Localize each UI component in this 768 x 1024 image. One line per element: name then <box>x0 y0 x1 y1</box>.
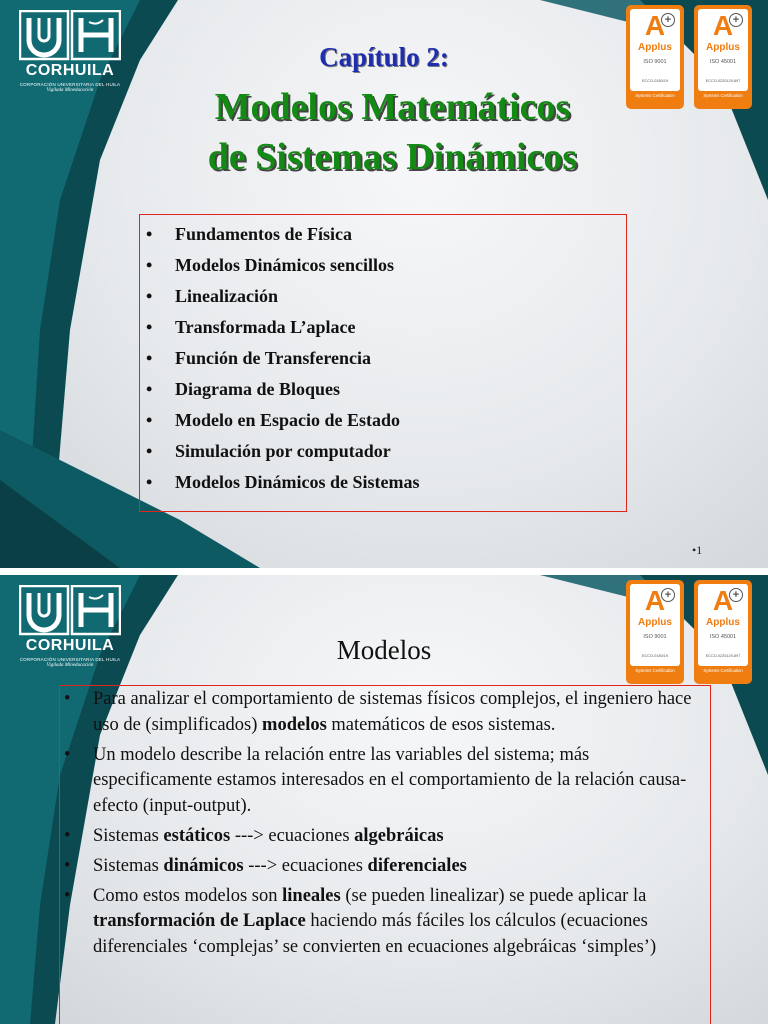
chapter-label: Capítulo 2: <box>319 42 449 72</box>
bullet: • <box>146 317 153 337</box>
cert-brand: Applus <box>638 42 672 53</box>
plus-circle-icon: + <box>661 588 675 602</box>
text: Sistemas <box>93 855 164 876</box>
logo-subtitle: CORPORACIÓN UNIVERSITARIA DEL HUILA <box>19 657 121 662</box>
bold-text: modelos <box>262 714 327 735</box>
list-item <box>62 743 702 820</box>
bullet: • <box>146 348 153 368</box>
slide-heading: Modelos <box>336 635 432 665</box>
list-item <box>146 438 420 469</box>
topic-text: Fundamentos de Física <box>175 224 353 244</box>
cert-code: ECCO-0220129-897 <box>705 79 741 83</box>
topic-text: Modelos Dinámicos de Sistemas <box>175 472 420 492</box>
slide-2 <box>0 575 768 1024</box>
bold-text: transformación de Laplace <box>93 911 306 931</box>
list-item <box>146 283 420 314</box>
text: haciendo más fáciles los cálculos (ecuaciones diferenciales ‘complejas’ se convierten en ecuaciones algebráicas ‘simples’) <box>93 911 657 957</box>
topic-text: Función de Transferencia <box>175 348 372 368</box>
plus-circle-icon: + <box>661 13 675 27</box>
logo-tagline: Vigilada Mineducación <box>46 663 94 668</box>
topics-list <box>146 221 420 500</box>
cert-system: Systems Certification <box>635 668 675 673</box>
cert-system: Systems Certification <box>703 668 743 673</box>
bullet: • <box>146 286 153 306</box>
list-item <box>62 884 702 961</box>
bullet: • <box>146 379 153 399</box>
cert-code: ECCO-0180/19 <box>642 654 668 658</box>
cert-iso: ISO 45001 <box>709 59 737 65</box>
content-list <box>62 687 702 965</box>
list-item <box>146 221 420 252</box>
logo-name: CORHUILA <box>25 62 115 79</box>
cert-code: ECCO-0180/19 <box>642 79 668 83</box>
list-item <box>146 314 420 345</box>
title-line-1: Modelos Matemáticos <box>214 86 571 128</box>
topic-text: Modelos Dinámicos sencillos <box>175 255 394 275</box>
text: (se pueden linealizar) se puede aplicar la <box>340 885 647 906</box>
cert-iso: ISO 45001 <box>709 634 737 640</box>
bullet: • <box>146 441 153 461</box>
list-item <box>146 469 420 500</box>
topic-text: Transformada L’aplace <box>175 317 356 337</box>
topic-text: Diagrama de Bloques <box>175 379 341 399</box>
bullet: • <box>64 825 71 846</box>
text: Un modelo describe la relación entre las variables del sistema; más especificamente estamos interesados en el comportamiento de la relación causa-efecto (input-output). <box>93 744 687 816</box>
bullet: • <box>64 855 71 876</box>
list-item <box>62 687 702 738</box>
bullet: • <box>64 689 71 709</box>
list-item <box>146 376 420 407</box>
bullet: • <box>146 410 153 430</box>
slide-title <box>0 82 768 182</box>
applus-a-icon: A <box>712 585 734 616</box>
applus-iso9001-badge <box>626 580 684 684</box>
logo-name: CORHUILA <box>25 637 115 654</box>
topic-text: Simulación por computador <box>175 441 391 461</box>
list-item <box>146 407 420 438</box>
bold-text: estáticos <box>163 825 231 846</box>
bold-text: diferenciales <box>367 855 467 876</box>
cert-iso: ISO 9001 <box>643 59 667 65</box>
cert-system: Systems Certification <box>703 93 743 98</box>
list-item <box>62 854 702 880</box>
applus-a-icon: A <box>644 10 666 41</box>
bold-text: algebráicas <box>354 825 444 846</box>
corhuila-emblem-icon <box>19 585 121 637</box>
applus-a-icon: A <box>644 585 666 616</box>
slide-gap <box>0 568 768 575</box>
plus-circle-icon: + <box>729 13 743 27</box>
bold-text: lineales <box>282 885 341 906</box>
cert-brand: Applus <box>706 617 740 628</box>
text: ---> ecuaciones <box>243 855 368 876</box>
text: Para analizar el comportamiento de sistemas físicos complejos, el ingeniero hace uso de (simplificados) <box>93 689 692 735</box>
bullet: • <box>146 224 153 244</box>
title-line-2: de Sistemas Dinámicos <box>207 136 578 178</box>
cert-code: ECCO-0220129-897 <box>705 654 741 658</box>
list-item <box>146 252 420 283</box>
text: ---> ecuaciones <box>230 825 355 846</box>
page-number: •1 <box>692 543 703 557</box>
logo-tagline: Vigilada Mineducación <box>46 88 94 93</box>
text: matemáticos de esos sistemas. <box>326 714 556 735</box>
logo-subtitle: CORPORACIÓN UNIVERSITARIA DEL HUILA <box>19 82 121 87</box>
topic-text: Linealización <box>175 286 278 306</box>
text: Como estos modelos son <box>93 885 283 906</box>
list-item <box>146 345 420 376</box>
cert-brand: Applus <box>638 617 672 628</box>
cert-iso: ISO 9001 <box>643 634 667 640</box>
list-item <box>62 824 702 850</box>
text: Sistemas <box>93 825 164 846</box>
cert-brand: Applus <box>706 42 740 53</box>
bullet: • <box>146 472 153 492</box>
bullet: • <box>64 744 71 765</box>
bold-text: dinámicos <box>163 855 244 876</box>
applus-iso45001-badge <box>694 580 752 684</box>
topic-text: Modelo en Espacio de Estado <box>175 410 401 430</box>
bullet: • <box>146 255 153 275</box>
applus-a-icon: A <box>712 10 734 41</box>
cert-system: Systems Certification <box>635 93 675 98</box>
bullet: • <box>64 885 71 906</box>
plus-circle-icon: + <box>729 588 743 602</box>
